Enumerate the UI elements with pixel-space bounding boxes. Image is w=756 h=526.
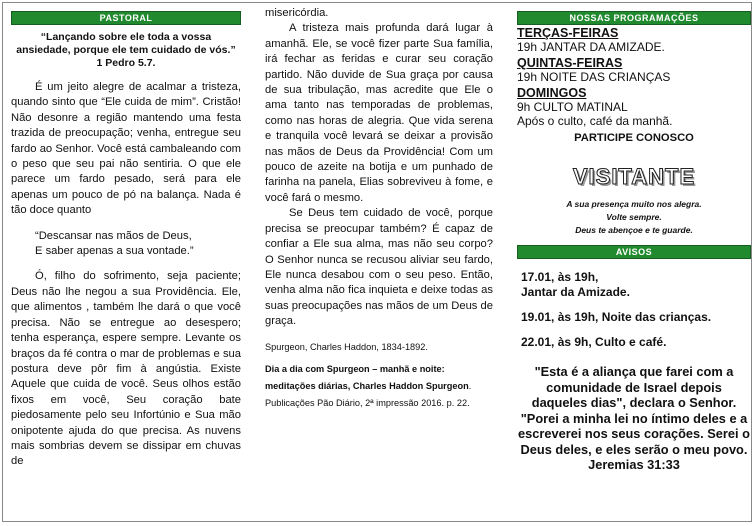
source-reference <box>265 361 493 412</box>
program-line: Após o culto, café da manhã. <box>517 114 673 128</box>
aviso-1-line-1: 17.01, às 19h, <box>521 270 599 284</box>
aviso-2: 19.01, às 19h, Noite das crianças. <box>521 310 712 324</box>
programs-header: NOSSAS PROGRAMAÇÕES <box>517 11 751 25</box>
aviso-3: 22.01, às 9h, Culto e café. <box>521 335 667 349</box>
pastoral-quote: “Lançando sobre ele toda a vossa ansiedade, porque ele tem cuidado de vós.” 1 Pedro 5.7. <box>16 31 236 69</box>
visitante-line-1: A sua presença muito nos alegra. <box>566 199 702 209</box>
source-author: Spurgeon, Charles Haddon, 1834-1892. <box>265 341 428 352</box>
program-day: QUINTAS-FEIRAS <box>517 56 623 70</box>
leaflet-page <box>2 2 752 522</box>
pastoral-paragraph-5: Se Deus tem cuidado de você, porque precisa se preocupar também? É capaz de confiar a Ele sua alma, mas não seu corpo? O Senhor nunca se recusou aliviar seu fardo, Ele nunca desabou com o seu peso. Então, venha alma não fica inquieta e deixe todas as suas preocupações nas mãos de um Deus de graça. <box>265 207 493 328</box>
program-thursday <box>517 57 751 84</box>
pastoral-verse-quote <box>35 229 241 260</box>
program-line: 19h JANTAR DA AMIZADE. <box>517 40 665 54</box>
program-tuesday <box>517 27 751 54</box>
avisos-header: AVISOS <box>517 245 751 259</box>
pastoral-column <box>11 11 241 470</box>
pastoral-header: PASTORAL <box>11 11 241 25</box>
aviso-1 <box>521 270 751 300</box>
visitante-line-3: Deus te abençoe e te guarde. <box>575 225 693 235</box>
visitante-message <box>517 198 751 237</box>
programs-column <box>517 11 751 473</box>
source-publisher: . Publicações Pão Diário, 2ª impressão 2016. p. 22. <box>265 380 472 408</box>
pastoral-paragraph-4: A tristeza mais profunda dará lugar à amanhã. Ele, se você fizer parte Sua família, irá fechar as feridas e curar seu coração partido. Não duvide de Sua graça por causa de sua tribulação, mas acredite que Ele o ama tanto nas temporadas de problemas, como nas horas de alegria. Que vida serena e tranquila você levará se deixar a provisão nas mãos de Deus da Providência! Com um pouco de azeite na botija e um punhado de farinha na panela, Elias sobreviveu à fome, e você fará o mesmo. <box>265 22 493 204</box>
pastoral-paragraph-3: misericórdia. <box>265 7 329 19</box>
pastoral-continued-column <box>265 6 493 412</box>
aviso-1-line-2: Jantar da Amizade. <box>521 285 630 299</box>
visitante-title: VISITANTE <box>572 164 696 189</box>
visitante-line-2: Volte sempre. <box>606 212 662 222</box>
bible-verse: "Esta é a aliança que farei com a comunidade de Israel depois daqueles dias", declara o Senhor. "Porei a minha lei no íntimo deles e a escreverei nos seus corações. Serei o Deus deles, e eles serão o meu povo. Jeremias 31:33 <box>518 364 750 472</box>
quote-line-2: E saber apenas a sua vontade.” <box>35 245 194 258</box>
program-day: TERÇAS-FEIRAS <box>517 26 619 40</box>
pastoral-paragraph-1: É um jeito alegre de acalmar a tristeza, quando sinto que “Ele cuida de mim”. Cristão! Não desonre a região mantendo uma festa trazida de preocupação; venha, entregue seu fardo ao Senhor. Você está cambaleando com o peso que seu pai não sentiria. O que ele parece um fardo pesado, será para ele apenas um pouco de pó na balança. Nada é tão doce quanto <box>11 81 241 217</box>
pastoral-paragraph-2: Ó, filho do sofrimento, seja paciente; Deus não lhe negou a sua Providência. Ele, que alimentos , também lhe dará o que você precisa. Não se entregue ao desespero; tenha esperança, espere sempre. Levante os braços da fé contra o mar de problemas e sua postura deve pôr fim à angústia. Existe Aquele que cuida de você. Seus olhos estão fixos em você, Seu coração bate piedosamente pelo seu Infortúnio e Sua mão onipotente ajuda do que precisa. As nuvens mais sombrias devem se dissipar em chuvas de <box>11 270 241 468</box>
program-line: 19h NOITE DAS CRIANÇAS <box>517 70 671 84</box>
source-title: Dia a dia com Spurgeon – manhã e noite: meditações diárias, Charles Haddon Spurgeon <box>265 363 469 391</box>
program-sunday <box>517 87 751 128</box>
program-day: DOMINGOS <box>517 86 587 100</box>
participe-text: PARTICIPE CONOSCO <box>574 132 694 144</box>
program-line: 9h CULTO MATINAL <box>517 100 628 114</box>
quote-line-1: “Descansar nas mãos de Deus, <box>35 229 192 242</box>
